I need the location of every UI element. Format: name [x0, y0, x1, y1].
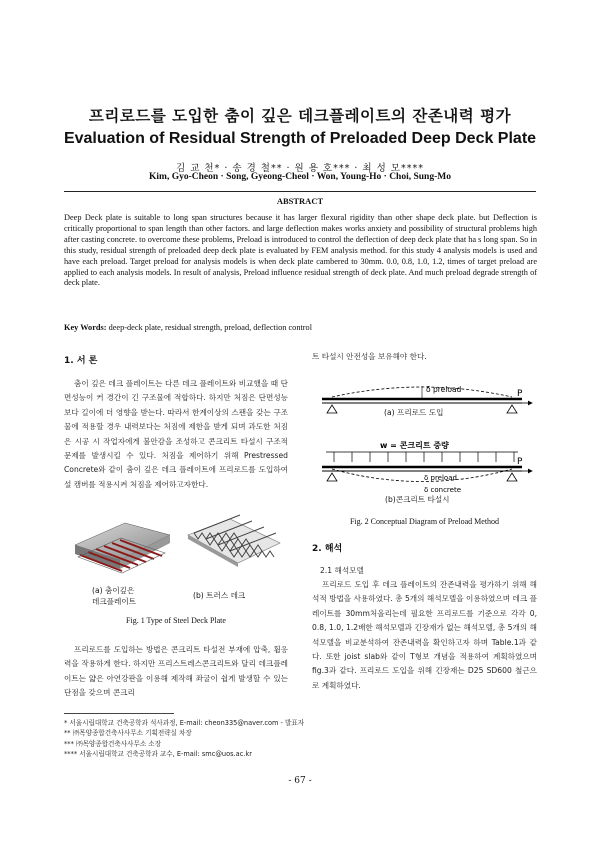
footnotes: [64, 718, 304, 760]
figure-1-images: [70, 505, 285, 591]
section-1-title: 1. 서 론: [64, 356, 98, 366]
abstract-heading: ABSTRACT: [276, 196, 324, 206]
figure-1-illustration: [70, 505, 285, 591]
title-korean: 프리로드를 도입한 춤이 깊은 데크플레이트의 잔존내력 평가: [88, 107, 512, 125]
footnote-2: ** ㈜목양종합건축사사무소 기획전략실 차장: [64, 729, 192, 738]
figure-2-svg: [312, 372, 537, 512]
section-2-title: 2. 해석: [312, 544, 343, 554]
support-right-a: [507, 405, 517, 413]
section-2-1-paragraph: 프리로드 도입 후 데크 플레이트의 잔존내력을 평가하기 위해 해석적 방법을 사용하였다. 총 5개의 해석모델을 이용하였으며 데크 플레이트를 30mm처올리는데 필요한 프리로드를 기준으로 각각 0, 0.8, 1.0, 1.2배한 해석모델과 긴장재가 없는 해석모델, 총 5개의 해석모델을 비교분석하여 잔존내력을 확인하고자 하며 Table.1과 같다. 또한 joist slab와 같이 T형보 개념을 적용하여 계획하였으며 fig.3과 같다. 프리로드 도입을 위해 긴장재는 D25 SD600 철근으로 계획하였다.: [312, 580, 537, 690]
footnote-rule: [64, 713, 174, 714]
authors-english: Kim, Gyo-Cheon · Song, Gyeong-Cheol · Won, Young-Ho · Choi, Sung-Mo: [149, 172, 451, 182]
abstract-text: Deep Deck plate is suitable to long span structures because it has larger flexural rigidity than other shape deck plate. but Deflection is critically proportional to span length than other factors. and large deflection makes works anxiety and possibility of structural problems high after casting concrete. to overcome these problems, Preload is introduced to control the deflection of deep deck plate that ha s long span. So in this study, residual strength of preloaded deep deck plate is evaluated by FEM analysis method. for this study 4 analysis models is used and have each preload. Target preload for analysis models is when deck plate cambered to 30mm. 0.0, 0.8, 1.0, 1.2, times of target preload are applied to each analysis models. In result of analysis, Preload influence residual strength of deck plate. And much preload degrade strength of deck plate.: [64, 213, 537, 288]
figure-2-subcaption-a: (a) 프리로드 도입: [384, 408, 444, 417]
keywords-label: Key Words:: [64, 323, 107, 332]
distributed-load-arrows: [326, 452, 518, 462]
footnote-4: **** 서울시립대학교 건축공학과 교수, E-mail: smc@uos.ac.kr: [64, 750, 252, 759]
support-right-b: [507, 473, 517, 481]
figure-2-caption: Fig. 2 Conceptual Diagram of Preload Method: [349, 517, 500, 526]
label-concrete-load: w = 콘크리트 중량: [380, 441, 449, 450]
section-1-paragraph-2-continued: 트 타설시 안전성을 보유해야 한다.: [312, 352, 427, 361]
figure-2-diagram: [312, 372, 537, 512]
label-delta-preload-a: δ preload: [426, 385, 462, 394]
page-number: - 67 -: [288, 776, 312, 786]
abstract-top-rule: [64, 191, 536, 192]
authors-korean: 김 교 천* · 송 경 철** · 원 용 호*** · 최 성 모****: [176, 163, 424, 174]
section-1-paragraph-1: 춤이 깊은 데크 플레이트는 다른 데크 플레이트와 비교했을 때 단면성능이 커 경간이 긴 구조물에 적합하다. 하지만 처짐은 단면성능보다 길이에 더 영향을 받는다. 따라서 한계이상의 스팬을 갖는 구조물에 적용할 경우 내력보다는 처짐에 제한을 받게 되며 과도한 처짐은 시공 시 작업자에게 불안감을 조성하고 콘크리트 타설시 구조적 문제를 발생시킬 수 있다. 처짐을 제어하기 위해 Prestressed Concrete와 같이 춤이 깊은 데크 플레이트에 프리로드를 도입하여 설 캠버를 적용시켜 처짐을 제어하고자한다.: [64, 379, 288, 489]
footnote-3: *** ㈜목양종합건축사사무소 소장: [64, 739, 162, 748]
label-force-P-a: P: [517, 389, 523, 399]
footnote-1: * 서울시립대학교 건축공학과 석사과정, E-mail: cheon335@naver.com - 발표자: [64, 719, 305, 727]
keywords-line: [64, 323, 312, 332]
figure-1-caption: Fig. 1 Type of Steel Deck Plate: [126, 616, 226, 625]
support-left-a: [327, 405, 337, 413]
label-delta-preload-b: δ preload: [424, 474, 457, 482]
label-delta-concrete: δ concrete: [424, 486, 462, 494]
support-left-b: [327, 473, 337, 481]
title-english: Evaluation of Residual Strength of Preloaded Deep Deck Plate: [63, 130, 537, 147]
label-force-P-b: P: [517, 457, 523, 467]
keywords-text: deep-deck plate, residual strength, preload, deflection control: [108, 323, 313, 332]
figure-1-subcaption-b: (b) 트러스 데크: [193, 591, 246, 600]
section-1-paragraph-2: 프리로드를 도입하는 방법은 콘크리트 타설전 부재에 압축, 휨응력을 작용하게 한다. 하지만 프리스트레스콘크리트와 달리 데크플레이트는 얇은 아연강판을 이용해 제작해 좌굴이 쉽게 발생할 수 있는 단점을 갖으며 콘크리: [64, 645, 288, 698]
figure-2-subcaption-b: (b)콘크리트 타설시: [385, 495, 450, 504]
section-2-1-title: 2.1 해석모델: [320, 566, 364, 575]
figure-1-subcaption-a: (a) 춤이깊은 데크플레이트: [92, 586, 137, 606]
